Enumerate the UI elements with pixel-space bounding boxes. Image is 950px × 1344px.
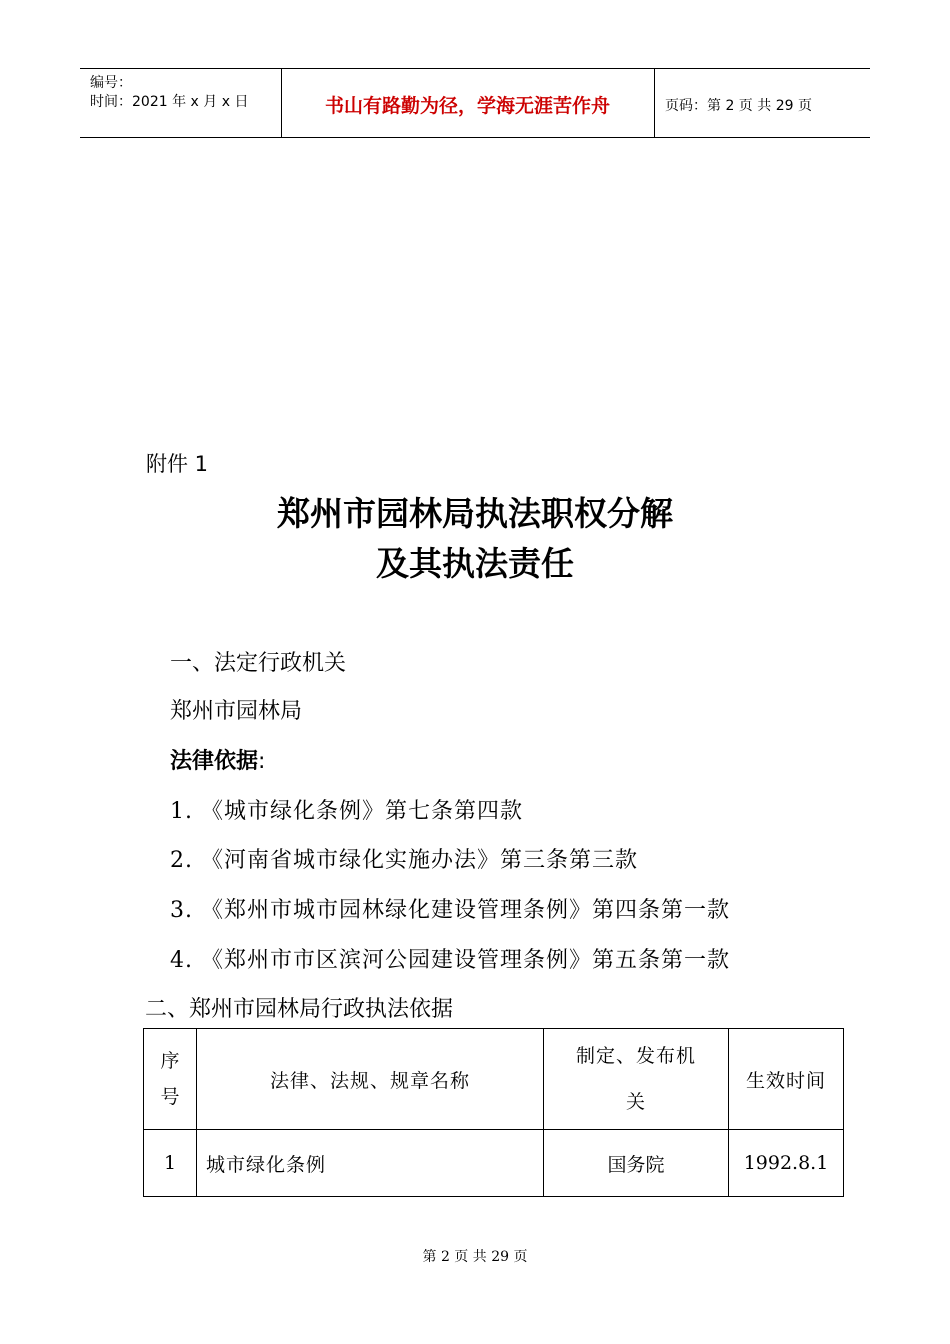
page-footer: 第 2 页 共 29 页 [422, 1249, 528, 1265]
header-seq-line1: 序 [160, 1050, 180, 1072]
basis-item-3: 3. 《郑州市城市园林绿化建设管理条例》第四条第一款 [170, 898, 730, 923]
law-basis-table [143, 1028, 844, 1197]
section1-basis [170, 744, 265, 775]
basis-item-1: 1. 《城市绿化条例》第七条第四款 [170, 799, 523, 824]
basis-colon: : [258, 749, 266, 774]
header-page-info: 页码：第 2 页 共 29 页 [665, 98, 812, 114]
basis-label: 法律依据 [170, 749, 259, 774]
basis-item-2: 2. 《河南省城市绿化实施办法》第三条第三款 [170, 848, 638, 873]
row-seq: 1 [144, 1130, 197, 1197]
header-meta-cell [80, 69, 282, 137]
header-motto: 书山有路勤为径，学海无涯苦作舟 [324, 95, 610, 117]
header-seq [144, 1029, 197, 1130]
header-effective-date: 生效时间 [729, 1029, 844, 1130]
document-number-label: 编号： [90, 75, 132, 91]
header-seq-line2: 号 [160, 1086, 180, 1108]
header-issuing-organ [544, 1029, 729, 1130]
section1-agency: 郑州市园林局 [170, 699, 303, 724]
document-title-line2: 及其执法责任 [376, 544, 574, 583]
section2-heading: 二、郑州市园林局行政执法依据 [145, 997, 454, 1022]
basis-item-4: 4. 《郑州市市区滨河公园建设管理条例》第五条第一款 [170, 948, 730, 973]
header-org-line1: 制定、发布机 [575, 1045, 696, 1067]
section1-heading: 一、法定行政机关 [170, 651, 347, 676]
header-motto-cell [281, 69, 655, 137]
row-law-name: 城市绿化条例 [197, 1130, 544, 1197]
document-title-line1: 郑州市园林局执法职权分解 [277, 494, 673, 533]
header-page-cell [655, 69, 870, 137]
row-issuing-organ: 国务院 [544, 1130, 729, 1197]
table-header-row [144, 1029, 844, 1130]
document-time-label: 时间：2021 年 x 月 x 日 [90, 94, 249, 110]
header-law-name: 法律、法规、规章名称 [197, 1029, 544, 1130]
page-header [80, 68, 870, 138]
table-row [144, 1130, 844, 1197]
attachment-label: 附件 1 [146, 452, 209, 476]
row-effective-date: 1992.8.1 [729, 1130, 844, 1197]
header-org-line2: 关 [625, 1091, 646, 1113]
